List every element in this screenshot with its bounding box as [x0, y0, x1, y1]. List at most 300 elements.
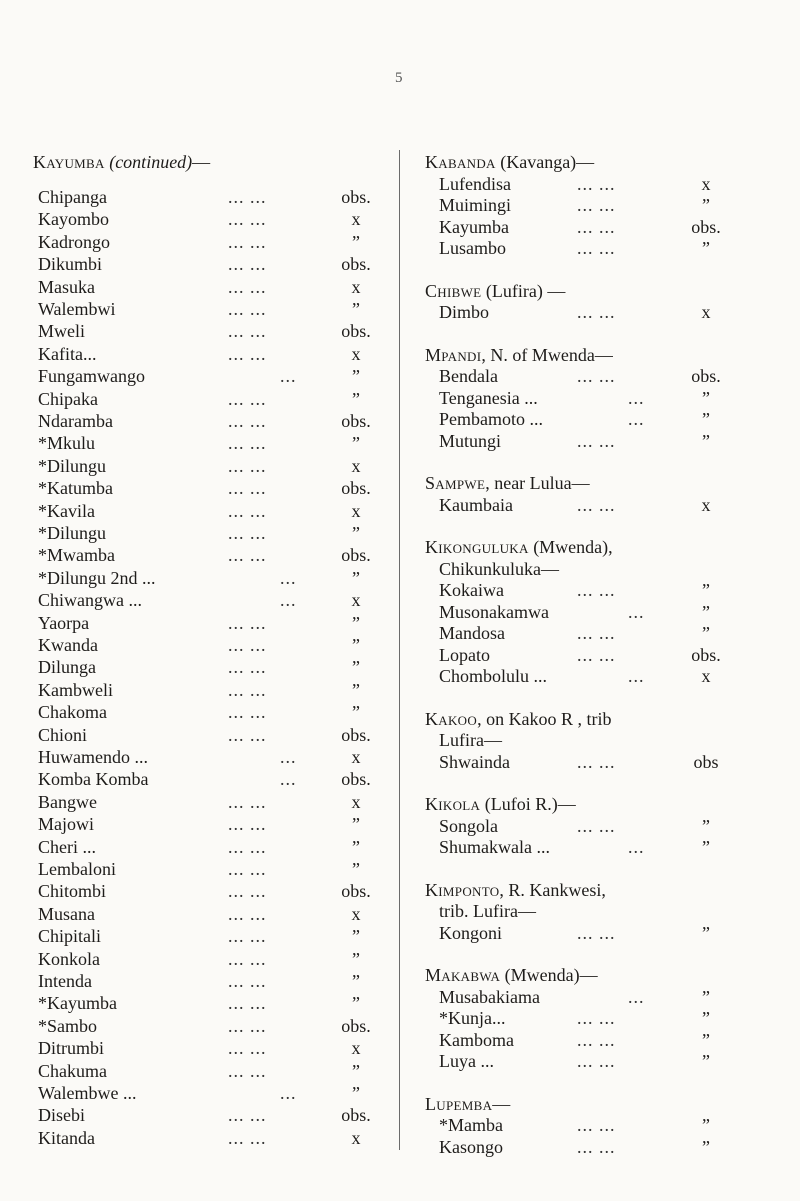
entry-status: x	[701, 173, 711, 194]
entry-name: Masuka	[38, 276, 95, 297]
section-heading-rest: —	[492, 1093, 511, 1114]
entry-status: ”	[352, 366, 360, 387]
list-item	[38, 634, 386, 656]
list-item	[38, 276, 386, 298]
list-item	[38, 701, 386, 723]
entry-status: obs.	[341, 1105, 371, 1126]
entry-name: Songola	[439, 815, 499, 836]
entry-status: ”	[352, 679, 360, 700]
entry-leader-dots: ...	[280, 1083, 297, 1103]
list-item	[38, 1060, 386, 1082]
entry-status: ”	[702, 601, 710, 622]
entry-name: Chioni	[38, 724, 88, 745]
entry-status: x	[701, 302, 711, 322]
entry-name: Lusambo	[439, 238, 506, 258]
list-item	[439, 237, 736, 259]
list-item	[38, 970, 386, 992]
list-item	[38, 1082, 386, 1104]
entry-leader-dots: ...	[280, 567, 297, 588]
entry-leader-dots: ... ...	[228, 343, 267, 364]
list-item	[38, 992, 386, 1014]
entry-name: Dilunga	[38, 657, 96, 678]
section-heading-name: Chibwe	[425, 280, 482, 301]
entry-name: Lembaloni	[38, 859, 116, 879]
list-item	[38, 320, 386, 342]
entry-status: ”	[702, 1115, 710, 1135]
entry-leader-dots: ... ...	[577, 1115, 616, 1135]
entry-name: Fungamwango	[38, 366, 145, 387]
entry-name: Yaorpa	[38, 612, 90, 633]
entry-leader-dots: ...	[628, 601, 645, 622]
section-heading-rest: , on Kakoo R , trib	[477, 708, 612, 729]
entry-leader-dots: ... ...	[577, 1029, 616, 1050]
entry-status: x	[351, 1038, 361, 1059]
list-item	[38, 208, 386, 230]
entry-name: Lufendisa	[439, 173, 511, 194]
entry-status: ”	[702, 409, 710, 429]
entry-status: x	[351, 903, 361, 924]
list-item	[439, 922, 736, 944]
entry-leader-dots: ... ...	[577, 494, 616, 515]
section-heading-name: Kikola	[425, 794, 481, 814]
entry-name: Disebi	[38, 1105, 85, 1126]
entry-name: *Mwamba	[38, 545, 115, 566]
entry-status: ”	[702, 837, 710, 857]
list-item	[38, 948, 386, 970]
section-heading-rest: (Lufoi R.)—	[480, 794, 576, 814]
entry-status: ”	[352, 567, 360, 588]
entry-leader-dots: ... ...	[577, 751, 616, 772]
list-item	[439, 622, 736, 644]
entry-status: ”	[702, 922, 710, 943]
entry-status: obs.	[341, 881, 371, 902]
section-heading-name: Kimponto	[425, 879, 500, 900]
entry-leader-dots: ... ...	[228, 702, 267, 723]
entry-leader-dots: ... ...	[577, 1136, 616, 1157]
list-item	[38, 903, 386, 925]
entry-leader-dots: ...	[280, 366, 297, 387]
entry-status: ”	[352, 231, 360, 252]
list-item	[38, 768, 386, 790]
entry-status: ”	[352, 1060, 360, 1081]
entry-leader-dots: ... ...	[577, 173, 616, 194]
entry-status: x	[351, 1127, 361, 1148]
entry-status: x	[351, 343, 361, 364]
list-item	[38, 679, 386, 701]
entry-status: ”	[702, 1051, 710, 1071]
entry-name: Tenganesia ...	[439, 387, 538, 408]
entry-leader-dots: ... ...	[228, 209, 267, 230]
entry-name: Chakoma	[38, 702, 107, 723]
section-heading-rest: (Kavanga)—	[495, 152, 595, 172]
list-item	[439, 408, 736, 430]
entry-status: ”	[352, 926, 360, 947]
entry-leader-dots: ...	[280, 590, 297, 611]
section-heading	[425, 964, 598, 986]
entry-name: Kayumba	[439, 216, 509, 237]
entry-leader-dots: ... ...	[228, 1105, 267, 1126]
list-item	[439, 173, 736, 195]
entry-leader-dots: ... ...	[228, 478, 267, 499]
entry-leader-dots: ... ...	[228, 500, 267, 521]
entry-leader-dots: ...	[628, 837, 645, 857]
entry-status: ”	[702, 1008, 710, 1028]
section-heading	[425, 879, 606, 901]
entry-status: ”	[352, 388, 360, 409]
entry-name: Mweli	[38, 321, 85, 342]
entry-leader-dots: ... ...	[577, 238, 616, 258]
entry-leader-dots: ... ...	[228, 321, 267, 342]
section-heading-name: Kakoo	[425, 708, 478, 729]
entry-leader-dots: ... ...	[228, 612, 267, 633]
entry-leader-dots: ... ...	[228, 679, 267, 700]
entry-status: ”	[702, 387, 710, 408]
entry-name: Chiwangwa ...	[38, 590, 142, 611]
entry-status: ”	[352, 657, 360, 678]
entry-name: *Dilungu 2nd ...	[38, 567, 156, 588]
section-heading-name: Makabwa	[425, 965, 501, 985]
entry-leader-dots: ... ...	[228, 187, 267, 207]
entry-leader-dots: ... ...	[228, 1015, 267, 1036]
entry-status: ”	[352, 433, 360, 454]
section-heading	[425, 793, 576, 815]
list-item	[38, 186, 386, 208]
entry-name: Kwanda	[38, 635, 98, 655]
entry-name: *Katumba	[38, 478, 113, 499]
section-heading	[425, 1093, 510, 1115]
entry-name: *Dilungu	[38, 523, 107, 543]
entry-leader-dots: ... ...	[228, 903, 267, 924]
entry-name: Konkola	[38, 948, 100, 969]
entry-name: *Kunja...	[439, 1008, 506, 1028]
entry-name: Intenda	[38, 971, 92, 991]
entry-status: x	[351, 791, 361, 812]
entry-name: *Dilungu	[38, 455, 107, 476]
entry-leader-dots: ... ...	[577, 644, 616, 665]
entry-name: Kitanda	[38, 1127, 95, 1148]
entry-status: x	[351, 590, 361, 611]
entry-status: ”	[352, 814, 360, 835]
entry-name: *Kavila	[38, 500, 95, 521]
entry-status: obs.	[691, 644, 721, 665]
entry-status: ”	[702, 1029, 710, 1050]
entry-status: ”	[702, 580, 710, 600]
entry-leader-dots: ... ...	[577, 815, 616, 836]
left-column-heading	[33, 151, 210, 173]
entry-status: ”	[352, 523, 360, 543]
list-item	[38, 724, 386, 746]
entry-name: Majowi	[38, 814, 94, 835]
entry-leader-dots: ... ...	[228, 859, 267, 879]
entry-status: ”	[352, 702, 360, 723]
entry-status: obs.	[341, 321, 371, 342]
entry-status: x	[351, 455, 361, 476]
list-item	[38, 567, 386, 589]
section-heading-rest: , R. Kankwesi,	[499, 879, 606, 900]
section-heading-line2: trib. Lufira—	[439, 901, 536, 921]
entry-name: Chipitali	[38, 926, 101, 947]
entry-leader-dots: ... ...	[228, 1038, 267, 1059]
entry-leader-dots: ...	[628, 387, 645, 408]
entry-name: Huwamendo ...	[38, 747, 148, 767]
list-item	[439, 665, 736, 687]
entry-status: obs.	[691, 366, 721, 386]
entry-leader-dots: ... ...	[228, 545, 267, 566]
entry-name: Musana	[38, 903, 95, 924]
entry-leader-dots: ... ...	[577, 195, 616, 215]
entry-status: obs.	[341, 478, 371, 499]
list-item	[38, 1015, 386, 1037]
entry-name: Kambweli	[38, 679, 113, 700]
entry-leader-dots: ... ...	[228, 724, 267, 745]
section-heading-rest: , N. of Mwenda—	[481, 344, 613, 365]
section-heading	[425, 280, 565, 302]
entry-leader-dots: ... ...	[228, 254, 267, 275]
list-item	[439, 194, 736, 216]
entry-leader-dots: ... ...	[228, 971, 267, 991]
entry-name: Walembwi	[38, 299, 116, 319]
list-item	[38, 544, 386, 566]
entry-leader-dots: ... ...	[228, 836, 267, 857]
entry-leader-dots: ... ...	[228, 926, 267, 947]
entry-leader-dots: ... ...	[228, 276, 267, 297]
list-item	[38, 791, 386, 813]
entry-name: Dimbo	[439, 302, 490, 322]
entry-name: Musonakamwa	[439, 601, 549, 622]
list-item	[38, 500, 386, 522]
entry-status: ”	[702, 815, 710, 836]
entry-leader-dots: ... ...	[228, 1060, 267, 1081]
entry-name: Komba Komba	[38, 769, 149, 790]
section-heading-rest: (Mwenda)—	[500, 965, 598, 985]
entry-name: Shwainda	[439, 751, 510, 772]
page-number: 5	[395, 70, 403, 86]
entry-name: *Mkulu	[38, 433, 96, 454]
list-item	[38, 388, 386, 410]
entry-status: ”	[352, 948, 360, 969]
list-item	[439, 579, 736, 601]
entry-name: Bangwe	[38, 791, 97, 812]
list-item	[38, 1104, 386, 1126]
entry-leader-dots: ... ...	[228, 523, 267, 543]
section-heading-rest: (Lufira) —	[481, 280, 566, 301]
entry-status: obs	[693, 751, 719, 772]
section-heading-name: Kikonguluka	[425, 537, 529, 557]
section-heading-name: Kabanda	[425, 152, 496, 172]
list-item	[38, 410, 386, 432]
entry-name: Musabakiama	[439, 986, 540, 1007]
list-item	[439, 301, 736, 323]
list-item	[439, 387, 736, 409]
list-item	[38, 880, 386, 902]
entry-status: ”	[702, 986, 710, 1007]
entry-name: Ndaramba	[38, 411, 113, 431]
list-item	[439, 1136, 736, 1158]
entry-name: Kasongo	[439, 1136, 503, 1157]
entry-status: obs.	[691, 216, 721, 237]
section-heading-rest: (Mwenda),	[528, 537, 613, 557]
section-heading-name: Sampwe	[425, 473, 486, 493]
entry-leader-dots: ... ...	[577, 216, 616, 237]
entry-leader-dots: ... ...	[228, 388, 267, 409]
list-item	[38, 365, 386, 387]
list-item	[439, 601, 736, 623]
entry-status: obs.	[341, 724, 371, 745]
entry-status: ”	[352, 859, 360, 879]
entry-leader-dots: ... ...	[228, 635, 267, 655]
entry-name: Kongoni	[439, 922, 502, 943]
entry-leader-dots: ... ...	[577, 580, 616, 600]
list-item	[439, 986, 736, 1008]
list-item	[439, 1050, 736, 1072]
entry-status: x	[351, 276, 361, 297]
entry-status: obs.	[341, 187, 371, 207]
entry-leader-dots: ... ...	[577, 302, 616, 322]
entry-status: obs.	[341, 254, 371, 275]
list-item	[38, 746, 386, 768]
entry-status: obs.	[341, 411, 371, 431]
list-item	[38, 612, 386, 634]
entry-name: Ditrumbi	[38, 1038, 104, 1059]
entry-name: *Mamba	[439, 1115, 503, 1135]
list-item	[38, 298, 386, 320]
section-heading	[425, 151, 594, 173]
entry-status: x	[701, 666, 711, 686]
entry-leader-dots: ...	[628, 666, 645, 686]
list-item	[38, 231, 386, 253]
entry-status: obs.	[341, 1015, 371, 1036]
entry-leader-dots: ...	[280, 769, 297, 790]
entry-leader-dots: ... ...	[577, 1008, 616, 1028]
entry-leader-dots: ... ...	[228, 231, 267, 252]
list-item	[38, 253, 386, 275]
list-item	[38, 1127, 386, 1149]
list-item	[439, 751, 736, 773]
section-heading-line2: Chikunkuluka—	[439, 558, 559, 579]
entry-leader-dots: ... ...	[228, 791, 267, 812]
entry-status: x	[351, 500, 361, 521]
list-item	[439, 815, 736, 837]
entry-status: ”	[702, 238, 710, 258]
entry-name: Kamboma	[439, 1029, 514, 1050]
entry-name: Kaumbaia	[439, 494, 513, 515]
entry-status: ”	[702, 430, 710, 451]
entry-name: Mandosa	[439, 623, 505, 643]
list-item	[439, 1007, 736, 1029]
right-column	[400, 0, 800, 1201]
entry-leader-dots: ... ...	[577, 623, 616, 643]
entry-name: Chakuma	[38, 1060, 107, 1081]
entry-leader-dots: ... ...	[228, 1127, 267, 1148]
list-item	[439, 494, 736, 516]
entry-leader-dots: ... ...	[577, 430, 616, 451]
entry-leader-dots: ... ...	[577, 1051, 616, 1071]
entry-name: Kokaiwa	[439, 580, 504, 600]
entry-name: Chipanga	[38, 187, 107, 207]
entry-leader-dots: ... ...	[228, 993, 267, 1014]
entry-name: Kayombo	[38, 209, 109, 230]
entry-status: ”	[702, 195, 710, 215]
entry-leader-dots: ... ...	[577, 922, 616, 943]
list-item	[38, 656, 386, 678]
list-item	[38, 813, 386, 835]
entry-name: Muimingi	[439, 195, 512, 215]
entry-name: Lopato	[439, 644, 490, 665]
entry-status: obs.	[341, 545, 371, 566]
entry-name: Kadrongo	[38, 231, 110, 252]
section-heading	[425, 472, 590, 494]
entry-leader-dots: ... ...	[228, 814, 267, 835]
heading-dash: —	[192, 152, 211, 172]
entry-leader-dots: ... ...	[228, 948, 267, 969]
entry-name: Chitombi	[38, 881, 107, 902]
heading-name: Kayumba	[33, 152, 105, 172]
entry-name: Walembwe ...	[38, 1083, 137, 1103]
entry-name: Mutungi	[439, 430, 502, 451]
section-heading-rest: , near Lulua—	[485, 473, 590, 493]
list-item	[439, 430, 736, 452]
heading-suffix: (continued)	[109, 152, 193, 172]
entry-name: Dikumbi	[38, 254, 103, 275]
entry-status: x	[351, 747, 361, 767]
list-item	[38, 522, 386, 544]
entry-status: ”	[352, 1083, 360, 1103]
entry-name: Bendala	[439, 366, 498, 386]
entry-name: *Kayumba	[38, 993, 117, 1014]
entry-name: Shumakwala ...	[439, 837, 550, 857]
entry-leader-dots: ... ...	[228, 411, 267, 431]
entry-status: ”	[702, 1136, 710, 1157]
entry-leader-dots: ... ...	[228, 299, 267, 319]
entry-name: *Sambo	[38, 1015, 98, 1036]
entry-status: ”	[352, 612, 360, 633]
entry-leader-dots: ... ...	[228, 657, 267, 678]
list-item	[439, 836, 736, 858]
entry-status: ”	[352, 993, 360, 1014]
entry-status: ”	[352, 635, 360, 655]
list-item	[439, 644, 736, 666]
list-item	[38, 1037, 386, 1059]
list-item	[38, 589, 386, 611]
list-item	[38, 455, 386, 477]
list-item	[439, 216, 736, 238]
list-item	[38, 432, 386, 454]
entry-status: x	[351, 209, 361, 230]
list-item	[38, 477, 386, 499]
entry-leader-dots: ... ...	[577, 366, 616, 386]
section-heading-name: Lupemba	[425, 1093, 493, 1114]
entry-status: ”	[352, 836, 360, 857]
list-item	[38, 343, 386, 365]
entry-leader-dots: ...	[628, 409, 645, 429]
list-item	[439, 1114, 736, 1136]
section-heading	[425, 536, 613, 558]
entry-leader-dots: ... ...	[228, 455, 267, 476]
entry-name: Kafita...	[38, 343, 97, 364]
section-heading-line2: Lufira—	[439, 730, 502, 750]
entry-name: Chombolulu ...	[439, 666, 548, 686]
entry-leader-dots: ...	[280, 747, 297, 767]
entry-status: ”	[352, 971, 360, 991]
section-heading	[425, 708, 612, 730]
entry-leader-dots: ... ...	[228, 433, 267, 454]
list-item	[38, 836, 386, 858]
entry-leader-dots: ... ...	[228, 881, 267, 902]
entry-name: Chipaka	[38, 388, 98, 409]
entry-leader-dots: ...	[628, 986, 645, 1007]
entry-name: Pembamoto ...	[439, 409, 543, 429]
list-item	[439, 365, 736, 387]
